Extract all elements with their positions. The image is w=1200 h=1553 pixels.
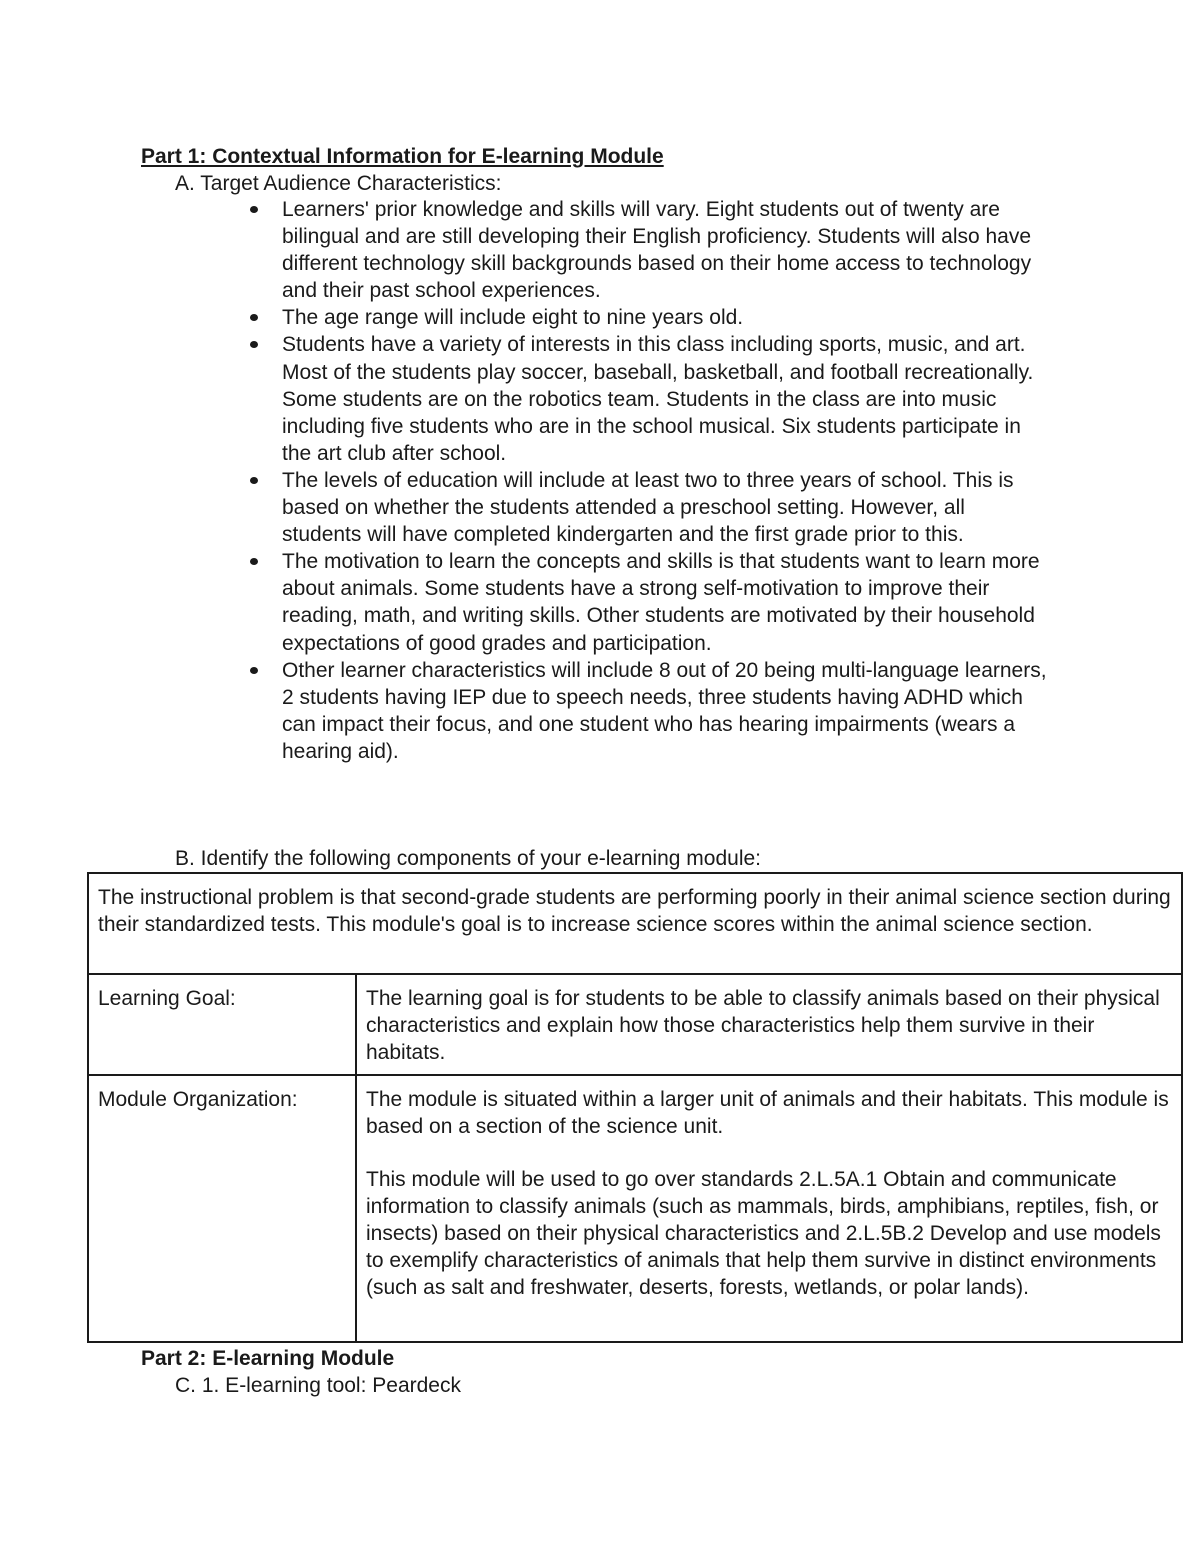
learning-goal-label: Learning Goal: bbox=[88, 974, 356, 1075]
bullet-icon bbox=[250, 314, 258, 321]
instructional-problem-text: The instructional problem is that second-grade students are performing poorly in their animal science section during their standardized tests. This module's goal is to increase science scores within the animal science section. bbox=[98, 886, 1171, 936]
module-components-table bbox=[87, 872, 1183, 1343]
list-item-text: Students have a variety of interests in this class including sports, music, and art. Most of the students play soccer, baseball, basketball, and football recreationally. Some students are on the robotics team. Students in the class are into music including five students who are in the school musical. Six students participate in the art club after school. bbox=[282, 333, 1034, 465]
list-item bbox=[250, 331, 1050, 466]
table-row bbox=[88, 1075, 1182, 1342]
bullet-icon bbox=[250, 558, 258, 565]
table-row bbox=[88, 873, 1182, 974]
list-item bbox=[250, 304, 1050, 331]
learning-goal-text: The learning goal is for students to be able to classify animals based on their physical characteristics and explain how those characteristics help them survive in their habitats. bbox=[366, 987, 1160, 1064]
part1-title: Part 1: Contextual Information for E-learning Module bbox=[141, 145, 664, 168]
bullet-icon bbox=[250, 667, 258, 674]
learning-goal-cell bbox=[356, 974, 1182, 1075]
list-item bbox=[250, 196, 1050, 304]
list-item bbox=[250, 657, 1050, 765]
module-organization-cell bbox=[356, 1075, 1182, 1342]
section-b-heading: B. Identify the following components of your e-learning module: bbox=[175, 847, 762, 870]
list-item-text: Learners' prior knowledge and skills will vary. Eight students out of twenty are bilingual and are still developing their English proficiency. Students will also have different technology skill backgrounds based on their home access to technology and their past school experiences. bbox=[282, 198, 1032, 303]
section-a-heading: A. Target Audience Characteristics: bbox=[175, 172, 502, 195]
audience-characteristics-list bbox=[250, 196, 1050, 765]
list-item-text: Other learner characteristics will include 8 out of 20 being multi-language learners, 2 students having IEP due to speech needs, three students having ADHD which can impact their focus, and one student who has hearing impairments (wears a hearing aid). bbox=[282, 658, 1047, 763]
module-organization-label: Module Organization: bbox=[88, 1075, 356, 1342]
section-c-line: C. 1. E-learning tool: Peardeck bbox=[175, 1374, 461, 1397]
bullet-icon bbox=[250, 206, 258, 213]
list-item-text: The motivation to learn the concepts and skills is that students want to learn more about animals. Some students have a strong self-motivation to improve their reading, math, and writing skills. Other students are motivated by their household expectations of good grades and participation. bbox=[282, 550, 1040, 655]
bullet-icon bbox=[250, 477, 258, 484]
module-organization-paragraph: The module is situated within a larger unit of animals and their habitats. This module is based on a section of the science unit. bbox=[366, 1088, 1169, 1138]
part2-title: Part 2: E-learning Module bbox=[141, 1347, 395, 1370]
module-organization-paragraph: This module will be used to go over standards 2.L.5A.1 Obtain and communicate information to classify animals (such as mammals, birds, amphibians, reptiles, fish, or insects) based on their physical characteristics and 2.L.5B.2 Develop and use models to exemplify characteristics of animals that help them survive in distinct environments (such as salt and freshwater, deserts, forests, wetlands, or polar lands). bbox=[366, 1168, 1161, 1299]
list-item-text: The age range will include eight to nine years old. bbox=[282, 306, 744, 330]
table-row bbox=[88, 974, 1182, 1075]
list-item-text: The levels of education will include at least two to three years of school. This is based on whether the students attended a preschool setting. However, all students will have completed kindergarten and the first grade prior to this. bbox=[282, 468, 1014, 547]
instructional-problem-cell bbox=[88, 873, 1182, 974]
bullet-icon bbox=[250, 341, 258, 348]
list-item bbox=[250, 467, 1050, 548]
list-item bbox=[250, 548, 1050, 656]
